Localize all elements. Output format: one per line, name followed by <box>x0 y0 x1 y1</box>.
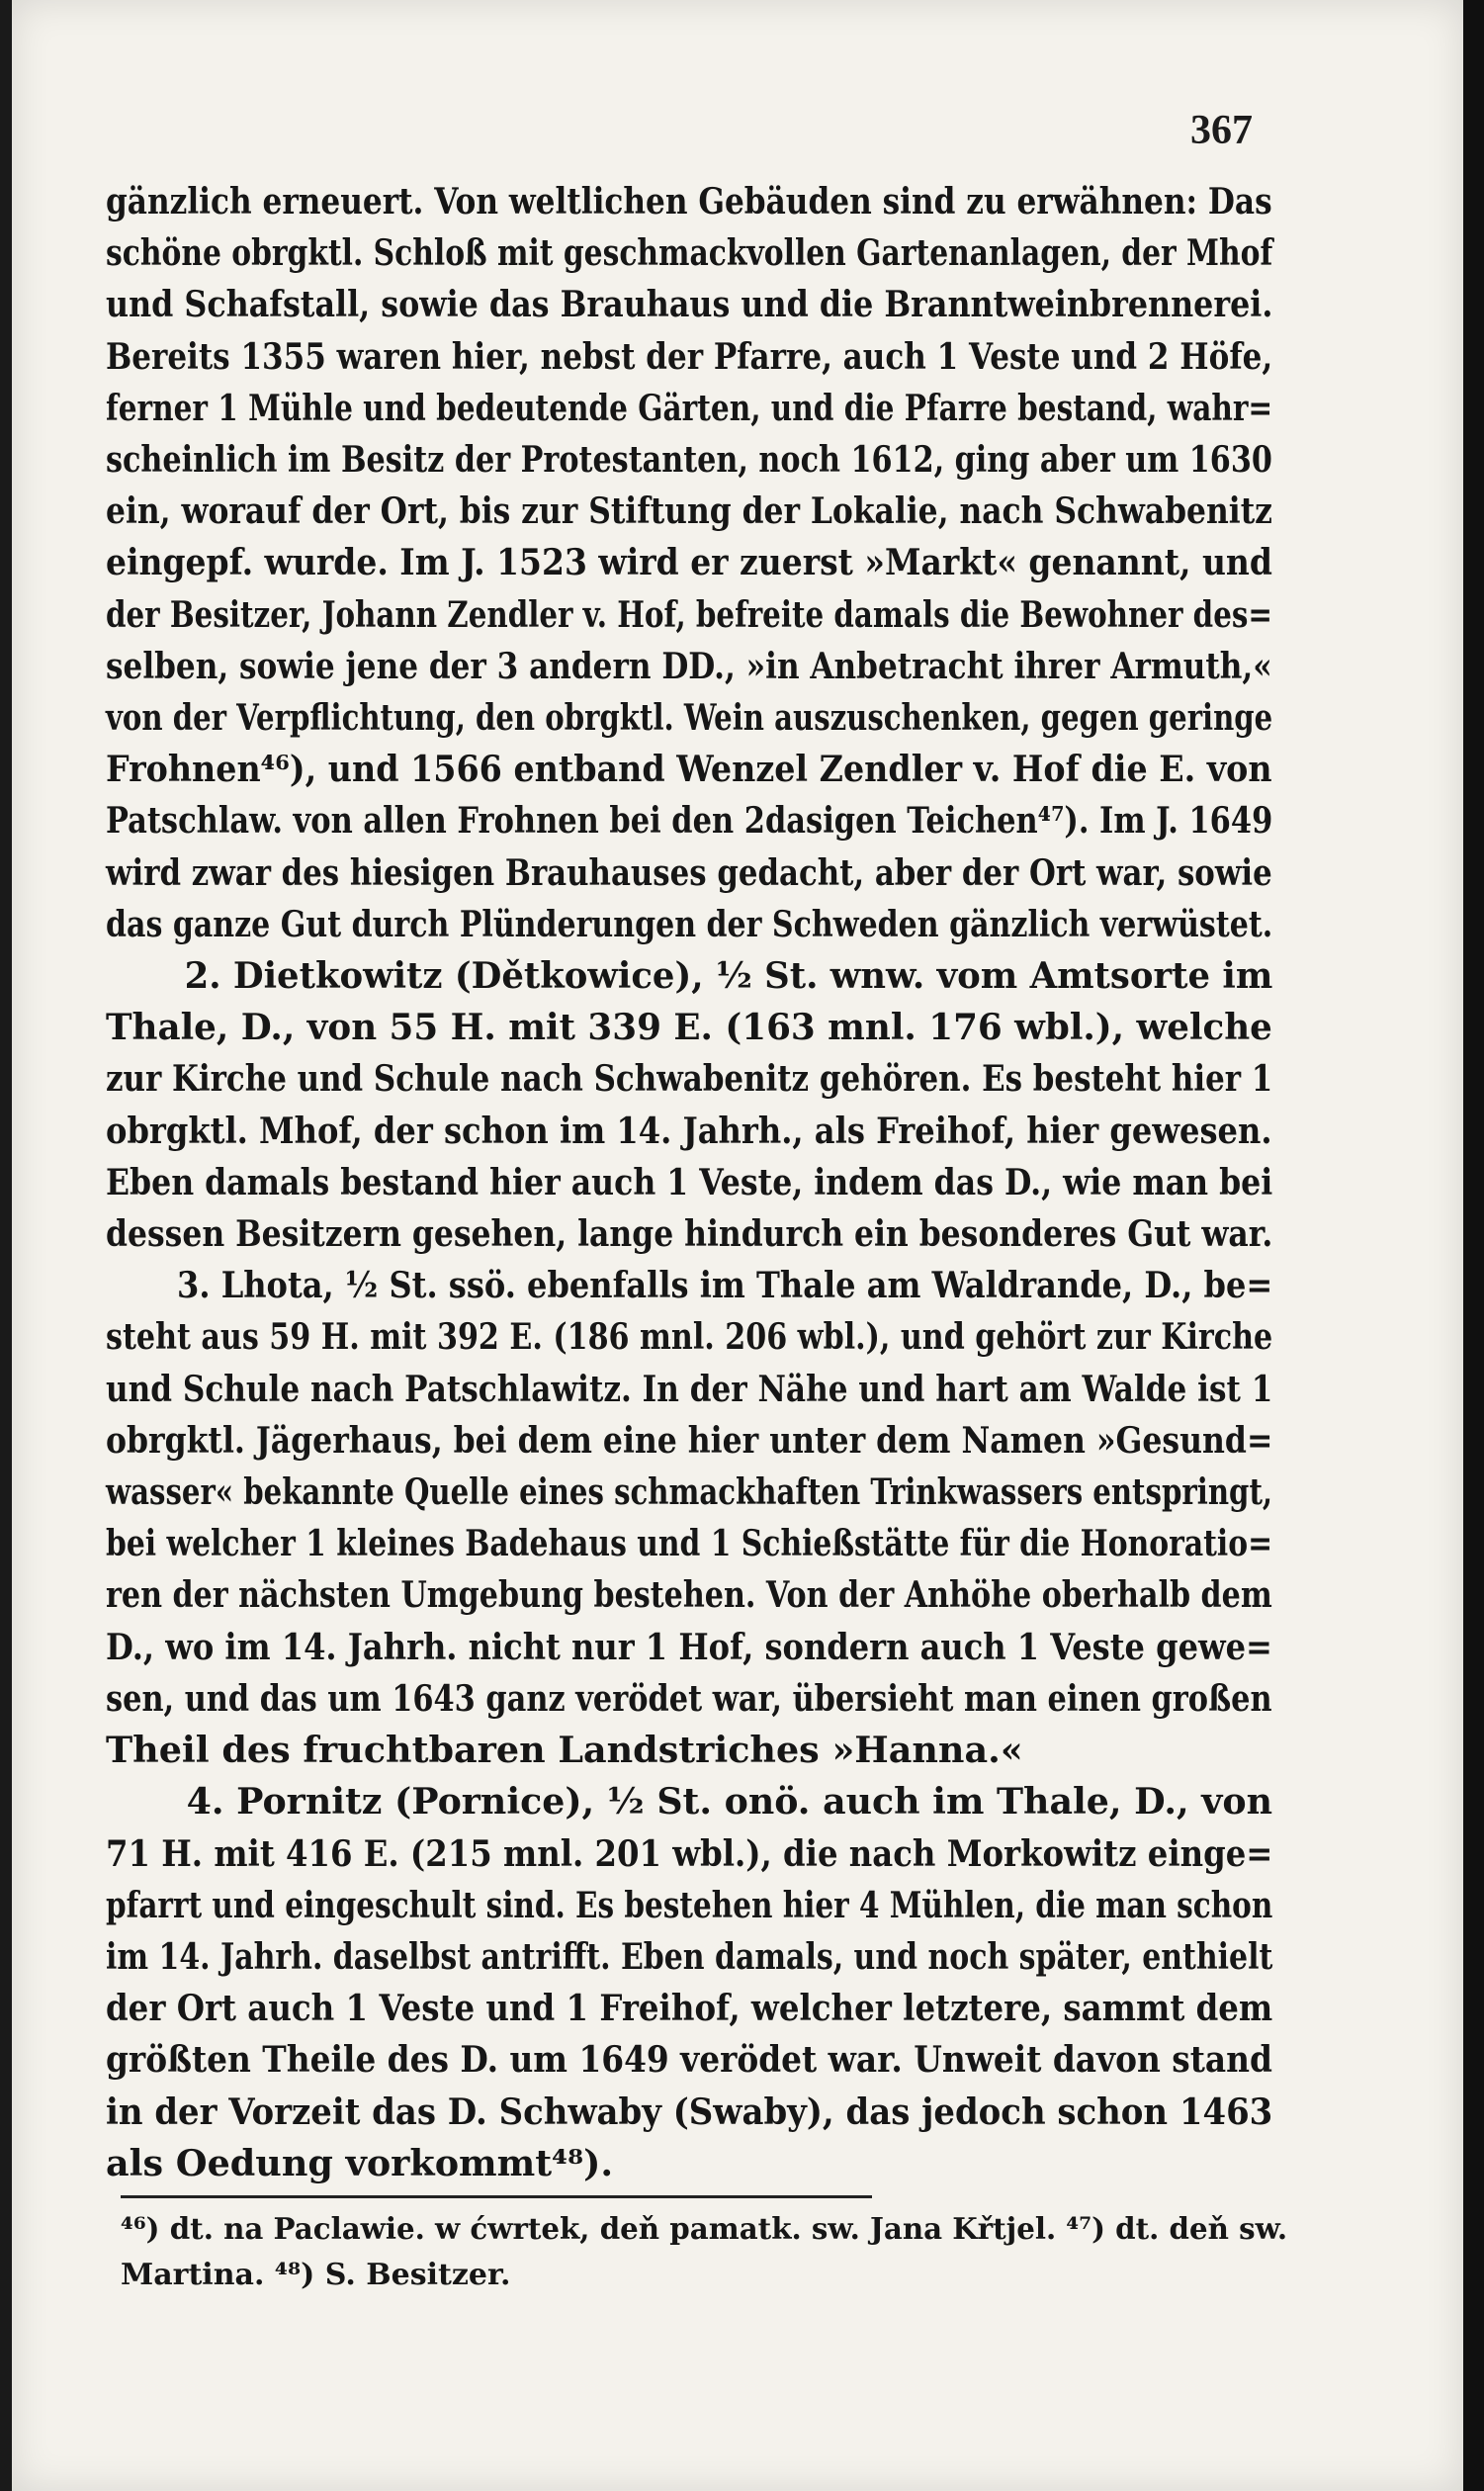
text-line: wasser« bekannte Quelle eines schmackhaften Trinkwassers entspringt, <box>106 1470 1273 1514</box>
section-3-heading-line: 3. Lhota, ½ St. ssö. ebenfalls im Thale am Waldrande, D., be= <box>177 1264 1273 1307</box>
text-line: und Schafstall, sowie das Brauhaus und die Branntweinbrennerei. <box>106 283 1273 326</box>
text-line: ren der nächsten Umgebung bestehen. Von der Anhöhe oberhalb dem <box>106 1573 1272 1617</box>
text-line: sen, und das um 1643 ganz verödet war, übersieht man einen großen <box>106 1676 1272 1720</box>
body-text <box>106 176 1272 2189</box>
text-line: ferner 1 Mühle und bedeutende Gärten, und die Pfarre bestand, wahr= <box>106 386 1273 429</box>
footnotes <box>121 2207 1288 2298</box>
text-line: Theil des fruchtbaren Landstriches »Hanna.« <box>106 1729 1023 1772</box>
text-line: obrgktl. Jägerhaus, bei dem eine hier unter dem Namen »Gesund= <box>106 1418 1273 1462</box>
text-line: gänzlich erneuert. Von weltlichen Gebäuden sind zu erwähnen: Das <box>106 180 1272 222</box>
text-line: Frohnen⁴⁶), und 1566 entband Wenzel Zendler v. Hof die E. von <box>106 748 1272 791</box>
text-line: in der Vorzeit das D. Schwaby (Swaby), das jedoch schon 1463 <box>106 2090 1273 2133</box>
footnote-line: ⁴⁶) dt. na Paclawie. w ćwrtek, deň pamatk. sw. Jana Křtjel. ⁴⁷) dt. deň sw. <box>121 2212 1288 2247</box>
text-line: und Schule nach Patschlawitz. In der Nähe und hart am Walde ist 1 <box>106 1367 1273 1410</box>
text-line: das ganze Gut durch Plünderungen der Schweden gänzlich verwüstet. <box>106 902 1273 945</box>
text-line: der Besitzer, Johann Zendler v. Hof, befreite damals die Bewohner des= <box>106 592 1272 636</box>
section-2-heading-line: 2. Dietkowitz (Dětkowice), ½ St. wnw. vom Amtsorte im <box>184 954 1273 998</box>
text-line: obrgktl. Mhof, der schon im 14. Jahrh., als Freihof, hier gewesen. <box>106 1109 1272 1152</box>
text-line: dessen Besitzern gesehen, lange hindurch ein besonderes Gut war. <box>106 1212 1273 1256</box>
scan-border <box>1463 0 1484 2491</box>
book-page <box>12 0 1463 2491</box>
text-line: D., wo im 14. Jahrh. nicht nur 1 Hof, sondern auch 1 Veste gewe= <box>106 1625 1272 1668</box>
section-4-heading-line: 4. Pornitz (Pornice), ½ St. onö. auch im Thale, D., von <box>186 1780 1273 1824</box>
text-line: Patschlaw. von allen Frohnen bei den 2dasigen Teichen⁴⁷). Im J. 1649 <box>106 799 1273 843</box>
text-line: ein, worauf der Ort, bis zur Stiftung der Lokalie, nach Schwabenitz <box>106 489 1272 533</box>
page-number: 367 <box>1190 108 1253 153</box>
text-line: bei welcher 1 kleines Badehaus und 1 Schießstätte für die Honoratio= <box>106 1522 1273 1565</box>
text-line: schöne obrgktl. Schloß mit geschmackvollen Gartenanlagen, der Mhof <box>106 231 1273 275</box>
text-line: im 14. Jahrh. daselbst antrifft. Eben damals, und noch später, enthielt <box>106 1934 1273 1978</box>
text-line: eingepf. wurde. Im J. 1523 wird er zuerst »Markt« genannt, und <box>106 541 1272 584</box>
text-line: von der Verpflichtung, den obrgktl. Wein auszuschenken, gegen geringe <box>106 696 1273 740</box>
text-line: größten Theile des D. um 1649 verödet war. Unweit davon stand <box>106 2038 1272 2082</box>
text-line: pfarrt und eingeschult sind. Es bestehen hier 4 Mühlen, die man schon <box>106 1883 1273 1926</box>
text-line: als Oedung vorkommt⁴⁸). <box>106 2141 614 2184</box>
text-line: wird zwar des hiesigen Brauhauses gedacht, aber der Ort war, sowie <box>106 850 1272 894</box>
text-line: Bereits 1355 waren hier, nebst der Pfarre, auch 1 Veste und 2 Höfe, <box>106 334 1273 378</box>
text-line: Eben damals bestand hier auch 1 Veste, indem das D., wie man bei <box>106 1160 1273 1203</box>
text-line: der Ort auch 1 Veste und 1 Freihof, welcher letztere, sammt dem <box>106 1987 1273 2030</box>
text-line: steht aus 59 H. mit 392 E. (186 mnl. 206 wbl.), und gehört zur Kirche <box>106 1315 1273 1359</box>
footnote-line: Martina. ⁴⁸) S. Besitzer. <box>121 2258 511 2292</box>
text-line: selben, sowie jene der 3 andern DD., »in Anbetracht ihrer Armuth,« <box>106 644 1272 687</box>
text-line: Thale, D., von 55 H. mit 339 E. (163 mnl. 176 wbl.), welche <box>106 1006 1272 1049</box>
text-line: scheinlich im Besitz der Protestanten, noch 1612, ging aber um 1630 <box>106 438 1272 482</box>
footnote-divider <box>121 2195 872 2198</box>
text-line: 71 H. mit 416 E. (215 mnl. 201 wbl.), die nach Morkowitz einge= <box>106 1831 1273 1875</box>
text-line: zur Kirche und Schule nach Schwabenitz gehören. Es besteht hier 1 <box>106 1057 1273 1101</box>
